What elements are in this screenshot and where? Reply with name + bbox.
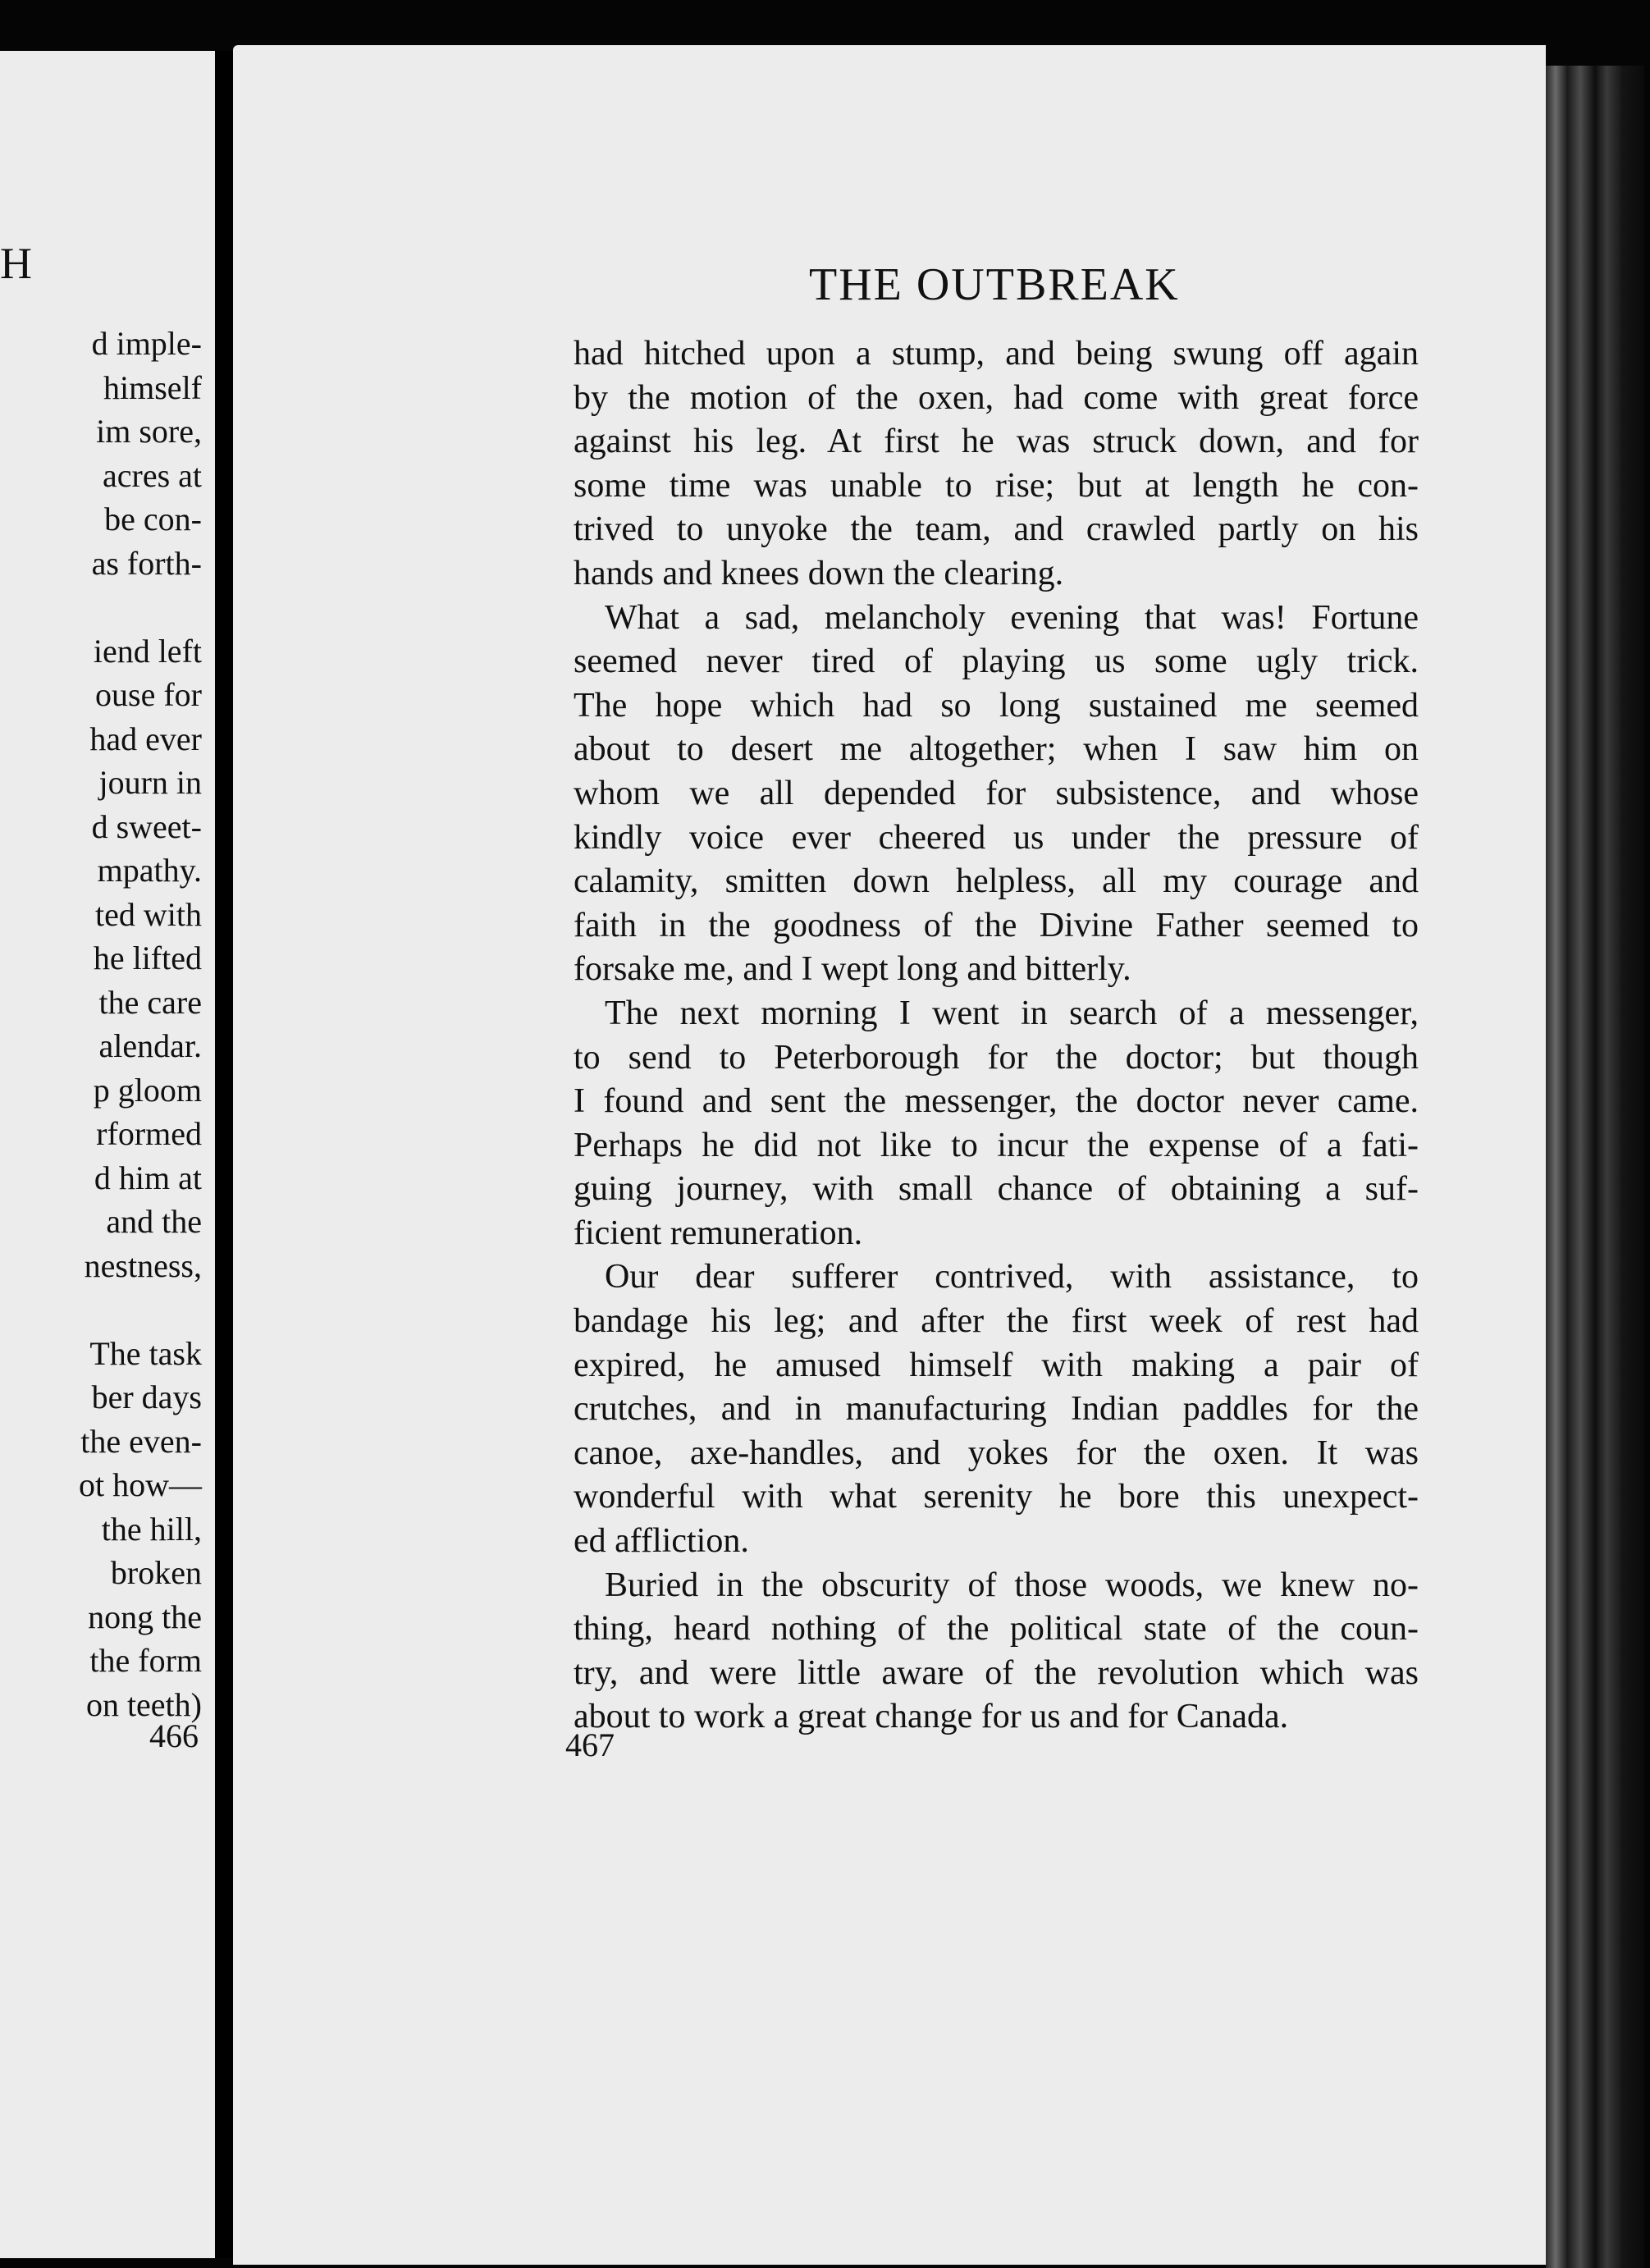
body-text-line: Our dear sufferer contrived, with assistance, to [605,1258,1419,1296]
body-text-line: The hope which had so long sustained me seemed [574,686,1419,725]
left-text-line: im sore, [96,413,202,450]
left-text-line: ber days [91,1379,202,1415]
left-text-line: ted with [95,895,202,933]
body-text-line: about to work a great change for us and for Canada. [574,1698,1289,1736]
left-text-line: journ in [98,764,202,801]
left-text-line: d him at [94,1159,202,1196]
body-text-line: crutches, and in manufacturing Indian paddles for the [574,1390,1419,1429]
left-text-line: ot how— [79,1466,202,1503]
left-text-line: he lifted [93,940,202,976]
running-head: THE OUTBREAK [809,259,1180,310]
body-text-line: expired, he amused himself with making a pair of [574,1346,1419,1384]
body-text-line: hands and knees down the clearing. [574,554,1064,592]
body-text-line: Buried in the obscurity of those woods, we knew no- [605,1566,1419,1604]
left-text-line: The task [89,1334,202,1372]
body-text-line: thing, heard nothing of the political state of the coun- [574,1610,1419,1648]
left-text-block [79,322,202,1726]
body-text-line: wonderful with what serenity he bore this unexpect- [574,1478,1419,1516]
left-text-line: broken [110,1554,202,1591]
left-text-line: the hill, [101,1510,202,1548]
body-text-line: bandage his leg; and after the first week of rest had [574,1302,1419,1341]
body-text-line: The next morning I went in search of a messenger, [605,994,1419,1032]
left-text-line: be con- [104,501,202,537]
body-text-line: canoe, axe-handles, and yokes for the oxen. It was [574,1434,1419,1472]
body-text-line: faith in the goodness of the Divine Father seemed to [574,906,1419,944]
left-text-line: nestness, [84,1246,202,1284]
left-page-number: 466 [149,1717,199,1754]
left-text-line: the even- [80,1422,202,1460]
left-text-line: rformed [96,1115,202,1152]
right-page [233,45,1546,2265]
left-text-line: himself [103,368,202,406]
body-text-line: by the motion of the oxen, had come with great force [574,378,1419,417]
left-text-line: ouse for [95,676,202,713]
body-text-block [574,332,1419,1740]
book-page-edges [1546,66,1644,2268]
left-text-line: p gloom [93,1071,202,1109]
body-text-line: about to desert me altogether; when I saw him on [574,730,1419,769]
body-text-line: seemed never tired of playing us some ugly trick. [574,642,1419,681]
left-text-line: iend left [93,632,202,670]
left-text-line: nong the [88,1598,202,1635]
body-text-line: guing journey, with small chance of obtaining a suf- [574,1170,1419,1209]
right-page-number: 467 [565,1726,615,1763]
body-text-line: What a sad, melancholy evening that was! Fortune [605,598,1419,637]
left-text-line: the form [89,1642,202,1679]
body-text-line: to send to Peterborough for the doctor; but though [574,1038,1419,1077]
body-text-line: against his leg. At first he was struck down, and for [574,423,1419,461]
left-text-line: as forth- [91,544,202,582]
body-text-line: ed affliction. [574,1522,749,1561]
left-text-line: had ever [89,720,202,757]
left-text-line: acres at [102,456,202,494]
left-page [0,51,215,2258]
body-text-line: forsake me, and I wept long and bitterly. [574,950,1131,989]
body-text-line: whom we all depended for subsistence, and whose [574,774,1419,812]
body-text-line: ficient remuneration. [574,1214,863,1252]
body-text-line: kindly voice ever cheered us under the pressure of [574,818,1419,857]
body-text-line: some time was unable to rise; but at length he con- [574,466,1419,505]
body-text-line: Perhaps he did not like to incur the expense of a fati- [574,1126,1419,1164]
body-text-line: had hitched upon a stump, and being swung off again [574,335,1419,373]
body-text-line: I found and sent the messenger, the doctor never came. [574,1082,1419,1121]
left-text-line [79,1287,202,1332]
body-text-line: try, and were little aware of the revolution which was [574,1653,1419,1692]
left-text-line: on teeth) [85,1685,202,1723]
left-running-head: H [0,239,34,288]
left-text-line: and the [106,1203,202,1240]
body-text-line: trived to unyoke the team, and crawled partly on his [574,510,1419,549]
left-text-line: d imple- [91,325,202,362]
left-text-line: alendar. [98,1027,202,1064]
left-text-line [79,585,202,629]
left-text-line: mpathy. [97,852,202,889]
left-text-line: d sweet- [91,807,202,845]
left-text-line: the care [98,983,202,1021]
body-text-line: calamity, smitten down helpless, all my courage and [574,862,1419,901]
